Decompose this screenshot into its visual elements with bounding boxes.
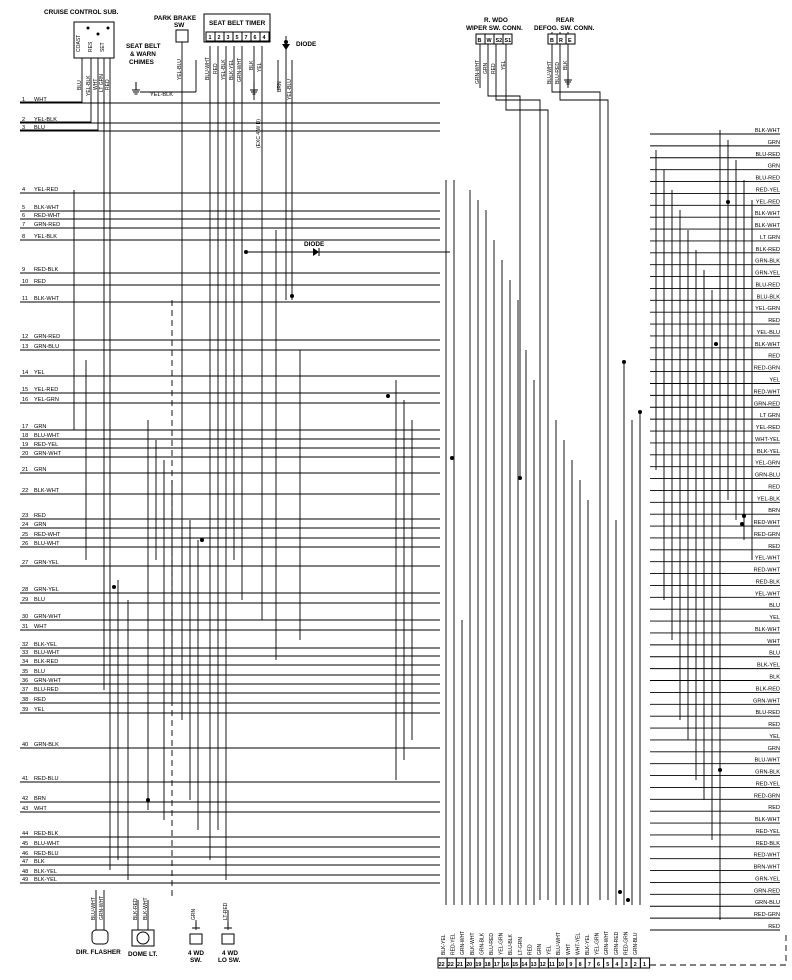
left-circuit-number: 9 [22, 267, 26, 273]
left-circuit-number: 22 [22, 488, 29, 494]
left-circuit-number: 45 [22, 841, 29, 847]
right-wire-color: GRN [767, 139, 780, 146]
right-wire-color: YEL-WHT [754, 555, 780, 562]
connector-pin-number: 4 [615, 962, 619, 968]
exc-4wd-label: (EXC 4 W D) [256, 119, 262, 148]
wiper-switch-connector [466, 17, 523, 44]
connector-wire-label: BLU-RED [489, 933, 495, 955]
diode-wire-label: BRN [277, 81, 283, 92]
left-wire-labels [20, 97, 440, 883]
left-wire-color: YEL-BLK [34, 234, 58, 240]
connector-wire-label: GRN-BLU [633, 932, 639, 955]
connector-pin-number: 22 [438, 962, 445, 968]
timer-wire-label: RED [213, 63, 219, 74]
left-wire-color: GRN-RED [34, 222, 61, 228]
4wd-sw-label-2: SW. [190, 957, 202, 964]
right-wire-color: YEL [769, 377, 780, 384]
connector-pin-number: 16 [503, 962, 509, 968]
diode-label-top: DIODE [296, 41, 317, 48]
left-wire-color: GRN-BLK [34, 742, 59, 748]
right-wire-color: RED [768, 484, 780, 491]
chimes-label-2: & WARN [130, 51, 156, 58]
left-wire-color: GRN [34, 424, 47, 430]
park-brake-switch [154, 15, 197, 42]
right-wire-color: BRN [768, 508, 780, 515]
connector-wire-label: GRN-WHT [460, 930, 467, 955]
left-wire-color: GRN [34, 522, 47, 528]
left-wire-color: WHT [34, 806, 47, 812]
left-wire-color: GRN [34, 467, 47, 473]
4wd-lo-switch [218, 902, 241, 964]
right-wire-color: YEL [769, 615, 780, 622]
connector-wire-label: YEL-GRN [594, 932, 601, 955]
right-wire-color: BLK-WHT [754, 211, 780, 218]
left-circuit-number: 31 [22, 624, 29, 630]
dome-light-label: DOME LT. [128, 951, 158, 958]
cruise-pin-coast: COAST [76, 34, 82, 52]
connector-wire-label: GRN-RED [613, 931, 620, 955]
right-wire-color: BLU-RED [755, 710, 780, 717]
left-circuit-number: 14 [22, 370, 29, 376]
right-wire-color: BLU-BLK [756, 294, 780, 301]
right-wire-color: BLK-WHT [754, 128, 780, 134]
cruise-wire-label: LT GRN [99, 74, 105, 92]
left-wire-color: BLK-WHT [34, 488, 60, 494]
left-wire-color: BLU-RED [34, 687, 59, 693]
left-wire-color: BLK-YEL [34, 869, 58, 875]
defog-label-1: REAR [556, 17, 575, 24]
left-circuit-number: 38 [22, 697, 29, 703]
4wd-wire: GRN [191, 908, 197, 920]
connector-wire-label: YEL [546, 945, 553, 955]
right-wire-color: YEL-GRN [755, 306, 780, 313]
connector-pin-number: 13 [530, 962, 537, 968]
chimes-label-3: CHIMES [129, 59, 154, 66]
left-wire-color: GRN-YEL [34, 587, 59, 593]
wiper-wire-label: GRN-WHT [475, 59, 481, 84]
right-wire-color: RED-GRN [753, 531, 780, 538]
dir-flasher-label: DIR. FLASHER [76, 949, 121, 956]
left-circuit-number: 46 [22, 851, 29, 857]
left-wire-color: BLK-WHT [34, 205, 60, 211]
defog-wire-label: BLK [563, 60, 569, 70]
left-circuit-number: 13 [22, 344, 29, 350]
left-circuit-number: 3 [22, 125, 26, 131]
wiper-pin-name: W [486, 38, 492, 44]
right-wire-color: GRN-YEL [755, 270, 780, 277]
left-wire-color: RED [34, 513, 46, 519]
connector-pin-number: 21 [457, 962, 463, 968]
left-circuit-number: 16 [22, 397, 29, 403]
connector-pin-number: 5 [606, 962, 610, 968]
4wd-lo-label-2: LO SW. [218, 957, 241, 964]
defog-pin-name: B [550, 38, 554, 44]
left-circuit-number: 23 [22, 513, 29, 519]
left-circuit-number: 6 [22, 213, 26, 219]
connector-wire-label: LT-GRN [517, 937, 524, 955]
left-circuit-number: 49 [22, 877, 29, 883]
right-wire-color: BLK-WHT [754, 626, 780, 633]
defog-label-2: DEFOG. SW. CONN. [534, 25, 595, 32]
cruise-wire-label: RED [105, 79, 111, 90]
left-wire-color: RED-BLU [34, 851, 59, 857]
wiper-wire-label: YEL [501, 60, 507, 70]
right-wire-color: GRN-BLK [755, 769, 780, 776]
left-wire-color: BLU-WHT [34, 841, 60, 847]
left-circuit-number: 1 [22, 97, 26, 103]
timer-wire-label: BLK-YEL [229, 59, 235, 80]
right-wire-color: RED-WHT [753, 567, 780, 574]
connector-wire-label: GRN [537, 943, 543, 955]
defog-switch-connector [534, 17, 595, 44]
4wd-switch [188, 909, 204, 965]
right-wire-color: BRN-WHT [753, 864, 780, 871]
right-wire-color: GRN-BLK [755, 258, 780, 265]
left-wire-color: YEL-RED [34, 187, 59, 193]
timer-wire-label: GRN-WHT [237, 57, 243, 82]
right-wire-color: WHT [767, 638, 780, 645]
left-circuit-number: 24 [22, 522, 29, 528]
right-wire-color: RED-BLK [755, 579, 780, 586]
left-wire-color: GRN-YEL [34, 560, 59, 566]
connector-wire-label: RED-GRN [623, 931, 630, 955]
4wd-lo-label-1: 4 WD [222, 950, 238, 957]
timer-pin-number: 6 [253, 35, 257, 41]
left-wire-color: YEL-BLK [34, 117, 58, 123]
right-wire-color: RED [768, 543, 780, 550]
defog-wire-label: BLU-WHT [547, 61, 553, 84]
right-wire-color: YEL-GRN [755, 460, 780, 467]
wiper-pin-name: S1 [504, 38, 512, 44]
left-circuit-number: 26 [22, 541, 29, 547]
left-circuit-number: 27 [22, 560, 29, 566]
left-wire-color: YEL [34, 370, 45, 376]
right-wire-color: RED-GRN [753, 793, 780, 800]
timer-pin-number: 3 [226, 35, 230, 41]
left-wire-color: RED [34, 697, 46, 703]
connector-pin-number: 15 [512, 962, 519, 968]
right-wire-color: YEL [769, 733, 780, 740]
flasher-wire-1: BLU-WHT [91, 897, 97, 920]
timer-wire-label: YEL-BLK [221, 59, 227, 80]
left-circuit-number: 28 [22, 587, 29, 593]
right-wire-color: BLK [769, 674, 780, 681]
right-wire-color: RED-YEL [755, 781, 780, 788]
right-wire-color: GRN [767, 745, 780, 752]
right-wire-color: LT GRN [760, 413, 780, 420]
right-wire-color: BLU-RED [755, 175, 780, 182]
right-wire-color: RED [768, 353, 780, 360]
cruise-control-sub [44, 9, 119, 58]
connector-pin-number: 20 [466, 962, 473, 968]
wire-network [20, 32, 786, 965]
left-wire-color: RED-BLK [34, 267, 59, 273]
right-wire-color: BLU-WHT [754, 757, 780, 764]
right-wire-color: BLK-YEL [756, 662, 780, 669]
connector-wire-label: BLU-WHT [556, 932, 563, 955]
left-circuit-number: 43 [22, 806, 29, 812]
right-wire-labels [650, 128, 781, 930]
left-circuit-number: 42 [22, 796, 29, 802]
dome-light [128, 898, 158, 959]
left-wire-color: GRN-WHT [34, 614, 62, 620]
connector-pin-number: 12 [539, 962, 546, 968]
connector-wire-label: RED-YEL [450, 933, 457, 955]
right-wire-color: GRN-RED [753, 401, 780, 408]
left-circuit-number: 37 [22, 687, 29, 693]
cruise-pin-set: SET [100, 42, 106, 52]
right-wire-color: LT GRN [760, 234, 780, 241]
left-wire-color: GRN-BLU [34, 344, 60, 350]
dir-flasher [76, 896, 121, 956]
left-wire-color: BRN [34, 796, 46, 802]
right-wire-color: RED-BLK [755, 840, 780, 847]
right-wire-color: YEL-BLU [756, 329, 780, 336]
connector-wire-label: BLK-YEL [441, 934, 447, 955]
cruise-wire-label: YEL-BLK [86, 75, 92, 96]
left-wire-color: YEL [34, 707, 45, 713]
left-wire-color: BLU [34, 597, 45, 603]
right-wire-color: BLK-YEL [756, 448, 780, 455]
right-wire-color: RED [768, 805, 780, 812]
left-circuit-number: 35 [22, 669, 29, 675]
left-circuit-number: 11 [22, 296, 28, 302]
right-wire-color: YEL-RED [755, 425, 780, 432]
left-circuit-number: 29 [22, 597, 29, 603]
connector-wire-label: WHT-YEL [575, 932, 582, 955]
connector-pin-number: 3 [624, 962, 628, 968]
right-wire-color: YEL-BLK [756, 496, 780, 503]
right-wire-color: GRN-YEL [755, 876, 780, 883]
connector-wire-label: BLU-BLK [508, 934, 515, 955]
left-wire-color: BLK-RED [34, 659, 59, 665]
left-circuit-number: 36 [22, 678, 29, 684]
right-wire-color: RED-WHT [753, 520, 780, 527]
4wd-lo-wire: LT-RED [223, 902, 229, 920]
cruise-wire-label: BLU [77, 80, 83, 90]
left-circuit-number: 34 [22, 659, 29, 665]
right-wire-color: GRN-WHT [752, 698, 780, 705]
cruise-pin-res: RES [88, 41, 94, 52]
timer-wire-label: YEL [257, 62, 263, 72]
connector-pin-number: 2 [633, 962, 637, 968]
park-brake-label: PARK BRAKE [154, 15, 197, 22]
left-circuit-number: 18 [22, 433, 29, 439]
connector-wire-label: GRN-WHT [604, 930, 611, 955]
defog-pin-name: E [568, 38, 572, 44]
right-wire-color: RED [768, 318, 780, 325]
timer-pin-number: 4 [262, 35, 266, 41]
left-wire-color: BLK [34, 859, 45, 865]
left-wire-color: BLK-YEL [34, 877, 58, 883]
defog-wire-label: BLU-RED [555, 62, 561, 84]
right-wire-color: RED-WHT [753, 389, 780, 396]
wiper-label-2: WIPER SW. CONN. [466, 25, 523, 32]
left-wire-color: RED-WHT [34, 532, 61, 538]
dome-wire-1: BLK-RED [133, 898, 139, 920]
left-circuit-number: 25 [22, 532, 29, 538]
timer-pin-number: 1 [208, 35, 212, 41]
connector-pin-number: 22 [447, 962, 454, 968]
left-wire-color: BLU [34, 125, 45, 131]
left-circuit-number: 40 [22, 742, 29, 748]
left-circuit-number: 41 [22, 776, 29, 782]
left-circuit-number: 8 [22, 234, 26, 240]
right-wire-color: RED-WHT [753, 852, 780, 859]
left-circuit-number: 17 [22, 424, 29, 430]
left-circuit-number: 20 [22, 451, 29, 457]
right-wire-color: RED-GRN [753, 365, 780, 372]
connector-pin-number: 14 [521, 962, 528, 968]
left-circuit-number: 15 [22, 387, 29, 393]
diode-symbols [246, 44, 450, 256]
wiper-label-1: R. WDO [484, 17, 508, 24]
left-wire-color: BLU-WHT [34, 433, 60, 439]
left-wire-color: BLU-WHT [34, 650, 60, 656]
right-wire-color: BLU-RED [755, 282, 780, 289]
left-wire-color: GRN-WHT [34, 451, 62, 457]
wiper-pin-name: S2 [495, 38, 503, 44]
left-circuit-number: 4 [22, 187, 26, 193]
4wd-sw-label-1: 4 WD [188, 950, 204, 957]
connector-pin-number: 8 [578, 962, 582, 968]
left-circuit-number: 12 [22, 334, 29, 340]
connector-pin-number: 11 [549, 962, 555, 968]
right-wire-color: WHT-YEL [755, 436, 780, 443]
defog-pin-name: R [559, 38, 563, 44]
connector-wire-label: BLK-YEL [585, 934, 591, 955]
timer-pin-number: 7 [244, 35, 248, 41]
left-circuit-number: 19 [22, 442, 29, 448]
right-wire-color: BLU [769, 650, 780, 657]
left-circuit-number: 39 [22, 707, 29, 713]
left-circuit-number: 32 [22, 642, 29, 648]
wiper-wire-label: RED [491, 63, 497, 74]
right-wire-color: YEL-WHT [754, 591, 780, 598]
timer-wire-label: BLU-WHT [205, 57, 211, 80]
cruise-wire-label: WHT [93, 78, 99, 90]
chimes-label-1: SEAT BELT [126, 43, 161, 50]
right-wire-color: RED-GRN [753, 912, 780, 919]
diode-label-group [256, 41, 325, 248]
connector-pin-number: 1 [643, 962, 646, 968]
timer-wire-label: BLK [249, 60, 255, 70]
connector-pin-number: 17 [493, 962, 500, 968]
left-circuit-number: 47 [22, 859, 29, 865]
left-wire-color: BLK-YEL [34, 642, 58, 648]
bottom-connector [438, 931, 650, 968]
left-wire-color: YEL-GRN [34, 397, 59, 403]
right-wire-color: GRN-BLU [754, 900, 780, 907]
chime-wire-label: YEL-BLK [150, 92, 174, 98]
right-wire-color: BLK-WHT [754, 817, 780, 824]
connector-wire-label: WHT [565, 943, 572, 955]
left-wire-color: RED-BLU [34, 776, 59, 782]
left-wire-color: RED-WHT [34, 213, 61, 219]
left-wire-color: YEL-RED [34, 387, 59, 393]
connector-wire-label: GRN-BLK [479, 932, 486, 955]
wiper-wire-label: GRN [483, 62, 489, 74]
right-wire-color: BLK-WHT [754, 341, 780, 348]
connector-pin-number: 9 [569, 962, 573, 968]
right-wire-color: BLK-WHT [754, 223, 780, 230]
left-wire-color: GRN-WHT [34, 678, 62, 684]
right-wire-color: YEL-RED [755, 199, 780, 206]
left-wire-color: WHT [34, 624, 47, 630]
connector-pin-number: 19 [475, 962, 482, 968]
timer-pin-number: 2 [217, 35, 221, 41]
left-circuit-number: 48 [22, 869, 29, 875]
connector-wire-label: YEL-GRN [498, 932, 505, 955]
left-wire-color: BLU [34, 669, 45, 675]
left-circuit-number: 2 [22, 117, 26, 123]
timer-pin-number: 5 [235, 35, 239, 41]
left-circuit-number: 33 [22, 650, 29, 656]
right-wire-color: BLU-RED [755, 151, 780, 158]
right-wire-color: BLK-RED [755, 686, 780, 693]
right-wire-color: GRN [767, 163, 780, 170]
connector-wire-label: BLK-WHT [469, 932, 476, 955]
diode-wire-label: YEL-BLU [287, 79, 293, 100]
left-wire-color: WHT [34, 97, 47, 103]
right-wire-color: RED-YEL [755, 828, 780, 835]
left-circuit-number: 21 [22, 467, 29, 473]
park-brake-sw-label: SW [174, 22, 185, 29]
connector-pin-number: 6 [597, 962, 600, 968]
left-circuit-number: 5 [22, 205, 26, 211]
cruise-control-label: CRUISE CONTROL SUB. [44, 9, 119, 16]
left-circuit-number: 44 [22, 831, 29, 837]
left-wire-color: GRN-RED [34, 334, 61, 340]
connector-pin-number: 7 [587, 962, 591, 968]
left-wire-color: RED [34, 279, 46, 285]
left-wire-color: RED-BLK [34, 831, 59, 837]
right-wire-color: GRN-RED [753, 888, 780, 895]
connector-pin-number: 18 [484, 962, 491, 968]
right-wire-color: RED [768, 924, 780, 930]
right-wire-color: GRN-BLU [754, 472, 780, 479]
flasher-wire-2: GRN-WHT [99, 895, 105, 920]
connector-pin-number: 10 [558, 962, 565, 968]
dome-wire-2: BLK-WHT [143, 897, 149, 920]
left-circuit-number: 30 [22, 614, 29, 620]
right-wire-color: RED [768, 722, 780, 729]
diode-label-mid: DIODE [304, 241, 325, 248]
right-wire-color: BLK-RED [755, 246, 780, 253]
left-wire-color: RED-YEL [34, 442, 59, 448]
left-wire-color: BLU-WHT [34, 541, 60, 547]
seat-belt-timer [204, 14, 270, 42]
right-wire-color: RED-YEL [755, 187, 780, 194]
left-wire-color: BLK-WHT [34, 296, 60, 302]
left-circuit-number: 10 [22, 279, 29, 285]
connector-wire-label: RED [527, 944, 534, 955]
left-circuit-number: 7 [22, 222, 26, 228]
seat-belt-timer-label: SEAT BELT TIMER [209, 20, 266, 27]
wiper-pin-name: B [477, 38, 482, 44]
park-brake-wire-label: YEL-BLU [177, 59, 183, 80]
right-wire-color: BLU [769, 603, 780, 610]
